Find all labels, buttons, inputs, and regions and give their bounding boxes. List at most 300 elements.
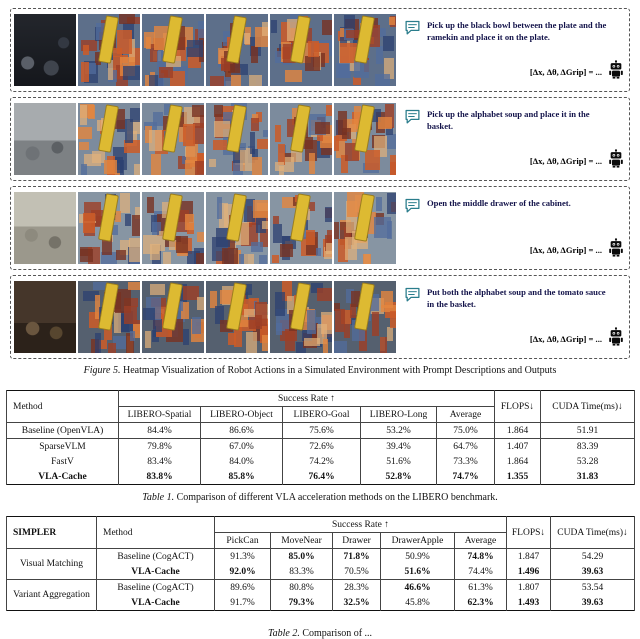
col-header-simpler: SIMPLER (7, 517, 97, 549)
heatmap-tile (185, 214, 194, 230)
value-cell: 76.4% (283, 469, 361, 485)
heatmap-tile (354, 60, 369, 78)
heatmap-tile (358, 205, 367, 227)
heatmap-tile (223, 31, 240, 46)
col-header-libero-object: LIBERO-Object (201, 407, 283, 423)
heatmap-frame (78, 192, 140, 264)
heatmap-tile (298, 219, 304, 230)
robot-icon (608, 60, 624, 84)
table-row (7, 549, 635, 565)
value-cell: 54.29 (551, 549, 635, 565)
heatmap-tile (387, 134, 396, 149)
heatmap-tile (325, 207, 332, 222)
speech-bubble-icon (404, 197, 421, 219)
heatmap-tile (297, 137, 313, 149)
value-cell: 1.355 (495, 469, 541, 485)
heatmap-tile (375, 74, 390, 86)
value-cell: 51.6% (381, 564, 455, 580)
heatmap-tile (316, 248, 321, 256)
col-header-cuda-time: CUDA Time(ms)↓ (551, 517, 635, 549)
value-cell: 85.8% (201, 469, 283, 485)
heatmap-tile (81, 164, 87, 175)
heatmap-frame (142, 281, 204, 353)
heatmap-tile (294, 136, 304, 146)
action-output-text: [Δx, Δθ, ΔGrip] = ... (529, 67, 602, 77)
heatmap-tile (143, 308, 155, 321)
value-cell: 91.3% (215, 549, 271, 565)
heatmap-tile (347, 192, 364, 216)
heatmap-tile (380, 337, 387, 353)
heatmap-tile (363, 254, 371, 264)
value-cell: 80.8% (271, 580, 333, 596)
table-1-caption-text: Comparison of different VLA acceleration methods on the LIBERO benchmark. (176, 492, 498, 503)
value-cell: 75.6% (283, 423, 361, 439)
panel-annotation (396, 190, 626, 266)
heatmap-frame (78, 14, 140, 86)
value-cell: 39.63 (551, 564, 635, 580)
value-cell: 83.4% (119, 454, 201, 469)
method-cell: VLA-Cache (7, 469, 119, 485)
heatmap-tile (88, 105, 95, 120)
method-cell: VLA-Cache (97, 595, 215, 611)
heatmap-tile (364, 299, 370, 313)
heatmap-tile (359, 123, 372, 130)
heatmap-tile (125, 214, 131, 226)
heatmap-tile (105, 194, 115, 216)
heatmap-tile (291, 147, 301, 161)
heatmap-tile (109, 225, 117, 235)
heatmap-tile (80, 105, 87, 125)
heatmap-tile (119, 14, 135, 24)
heatmap-tile (255, 302, 267, 326)
heatmap-tile (214, 121, 231, 137)
heatmap-tile (210, 76, 224, 86)
heatmap-tile (95, 333, 101, 353)
heatmap-tile (336, 63, 350, 77)
value-cell: 52.8% (361, 469, 437, 485)
value-cell: 1.407 (495, 439, 541, 455)
action-output-text: [Δx, Δθ, ΔGrip] = ... (529, 334, 602, 344)
value-cell: 50.9% (381, 549, 455, 565)
heatmap-frame (270, 14, 332, 86)
value-cell: 74.7% (437, 469, 495, 485)
heatmap-tile (322, 20, 332, 36)
heatmap-tile (102, 235, 112, 255)
panel-annotation (396, 101, 626, 177)
value-cell: 46.6% (381, 580, 455, 596)
robot-icon (608, 238, 624, 262)
heatmap-tile (299, 218, 306, 239)
heatmap-tile (251, 242, 263, 253)
heatmap-tile (233, 20, 240, 40)
heatmap-tile (128, 282, 140, 290)
heatmap-tile (209, 159, 216, 167)
heatmap-tile (263, 130, 268, 138)
robot-icon (608, 149, 624, 173)
heatmap-tile (315, 122, 330, 134)
heatmap-tile (280, 244, 293, 258)
heatmap-tile (229, 143, 246, 150)
value-cell: 84.4% (119, 423, 201, 439)
col-header-flops: FLOPS↓ (507, 517, 551, 549)
heatmap-tile (257, 139, 268, 148)
heatmap-tile (378, 117, 391, 129)
col-header-cuda-time: CUDA Time(ms)↓ (541, 391, 635, 423)
heatmap-tile (123, 66, 140, 81)
heatmap-tile (163, 252, 170, 264)
heatmap-tile (220, 290, 233, 304)
heatmap-frame (142, 103, 204, 175)
action-output-text: [Δx, Δθ, ΔGrip] = ... (529, 245, 602, 255)
heatmap-tile (275, 162, 284, 172)
col-header-success-rate: Success Rate ↑ (119, 391, 495, 407)
heatmap-tile (345, 143, 359, 161)
value-cell: 32.5% (333, 595, 381, 611)
heatmap-frame (334, 192, 396, 264)
heatmap-tile (357, 305, 362, 321)
value-cell: 75.0% (437, 423, 495, 439)
heatmap-tile (124, 306, 137, 324)
heatmap-tile (196, 253, 204, 264)
heatmap-tile (232, 110, 243, 122)
figure-caption (10, 365, 630, 376)
value-cell: 85.0% (271, 549, 333, 565)
heatmap-tile (359, 212, 376, 234)
heatmap-tile (387, 193, 396, 215)
heatmap-tile (262, 221, 268, 229)
heatmap-tile (370, 25, 380, 47)
heatmap-frame (334, 281, 396, 353)
robot-scene-frame (14, 281, 76, 353)
col-header-flops: FLOPS↓ (495, 391, 541, 423)
heatmap-tile (285, 70, 302, 82)
heatmap-tile (273, 216, 279, 224)
col-header-pickcan: PickCan (215, 533, 271, 549)
heatmap-tile (287, 19, 302, 41)
heatmap-tile (321, 312, 332, 334)
value-cell: 74.2% (283, 454, 361, 469)
heatmap-tile (111, 109, 125, 129)
heatmap-tile (101, 118, 115, 131)
robot-scene-frame (14, 103, 76, 175)
value-cell: 91.7% (215, 595, 271, 611)
value-cell: 74.8% (455, 549, 507, 565)
col-header-libero-spatial: LIBERO-Spatial (119, 407, 201, 423)
heatmap-tile (344, 324, 350, 337)
heatmap-tile (197, 232, 204, 241)
heatmap-tile (326, 243, 332, 254)
value-cell: 86.6% (201, 423, 283, 439)
robot-scene-frame (14, 192, 76, 264)
heatmap-tile (305, 56, 320, 71)
heatmap-tile (244, 254, 254, 264)
heatmap-tile (187, 40, 203, 57)
heatmap-tile (150, 244, 160, 260)
heatmap-tile (93, 282, 107, 290)
heatmap-tile (273, 224, 282, 242)
col-header-drawer: Drawer (333, 533, 381, 549)
heatmap-tile (174, 26, 185, 49)
heatmap-tile (147, 197, 154, 213)
panel-annotation (396, 279, 626, 355)
heatmap-tile (163, 116, 175, 136)
heatmap-tile (352, 320, 364, 341)
heatmap-tile (245, 284, 252, 294)
value-cell: 70.5% (333, 564, 381, 580)
value-cell: 92.0% (215, 564, 271, 580)
value-cell: 64.7% (437, 439, 495, 455)
heatmap-tile (97, 120, 105, 131)
value-cell: 31.83 (541, 469, 635, 485)
value-cell: 72.6% (283, 439, 361, 455)
heatmap-frame (206, 103, 268, 175)
heatmap-tile (81, 62, 89, 82)
heatmap-tile (104, 308, 113, 322)
table-1 (6, 390, 635, 485)
heatmap-tile (129, 238, 140, 262)
heatmap-frame (78, 103, 140, 175)
prompt-text: Pick up the alphabet soup and place it in the basket. (427, 109, 590, 132)
heatmap-tile (197, 297, 204, 310)
heatmap-tile (96, 23, 111, 40)
heatmap-tile (372, 312, 380, 336)
heatmap-tile (358, 213, 365, 227)
heatmap-tile (230, 23, 237, 46)
value-cell: 67.0% (201, 439, 283, 455)
value-cell: 1.496 (507, 564, 551, 580)
heatmap-tile (360, 311, 367, 325)
value-cell: 83.39 (541, 439, 635, 455)
col-header-method: Method (7, 391, 119, 423)
method-cell: FastV (7, 454, 119, 469)
value-cell: 53.2% (361, 423, 437, 439)
heatmap-tile (381, 291, 393, 308)
heatmap-tile (222, 248, 238, 264)
prompt-text: Open the middle drawer of the cabinet. (427, 198, 571, 208)
table-2-caption-text: Comparison of ... (302, 628, 373, 639)
heatmap-frame (78, 281, 140, 353)
table-row-vla-cache (7, 595, 635, 611)
heatmap-tile (220, 320, 233, 332)
heatmap-tile (79, 142, 90, 150)
heatmap-tile (365, 150, 379, 170)
heatmap-frame (270, 281, 332, 353)
heatmap-tile (132, 215, 140, 235)
col-header-average: Average (437, 407, 495, 423)
value-cell: 39.4% (361, 439, 437, 455)
heatmap-tile (229, 215, 236, 227)
heatmap-tile (154, 26, 170, 50)
heatmap-tile (169, 198, 179, 220)
table-row (7, 454, 635, 469)
heatmap-tile (387, 327, 394, 342)
heatmap-tile (183, 329, 189, 345)
value-cell: 61.3% (455, 580, 507, 596)
value-cell: 79.3% (271, 595, 333, 611)
frame-strip (14, 103, 396, 175)
table-1-caption-label: Table 1. (142, 492, 175, 503)
heatmap-tile (353, 77, 361, 84)
heatmap-tile (134, 164, 140, 175)
heatmap-tile (338, 111, 347, 134)
heatmap-tile (108, 60, 113, 80)
heatmap-frame (206, 192, 268, 264)
method-cell: Baseline (OpenVLA) (7, 423, 119, 439)
heatmap-tile (317, 288, 332, 301)
heatmap-tile (78, 127, 92, 139)
value-cell: 83.8% (119, 469, 201, 485)
value-cell: 62.3% (455, 595, 507, 611)
heatmap-tile (130, 331, 135, 342)
heatmap-tile (105, 201, 116, 220)
heatmap-tile (298, 16, 308, 24)
action-output-text: [Δx, Δθ, ΔGrip] = ... (529, 156, 602, 166)
figure-caption-text: Heatmap Visualization of Robot Actions in a Simulated Environment with Prompt Descriptions and Outputs (123, 365, 557, 376)
heatmap-tile (150, 284, 165, 295)
heatmap-tile (389, 17, 394, 25)
heatmap-tile (192, 317, 201, 334)
robot-scene-frame (14, 14, 76, 86)
table-row-vla-cache (7, 564, 635, 580)
heatmap-tile (151, 154, 162, 175)
speech-bubble-icon (404, 19, 421, 43)
value-cell: 73.3% (437, 454, 495, 469)
heatmap-frame (206, 281, 268, 353)
figure-panel-3 (10, 186, 630, 270)
heatmap-frame (334, 103, 396, 175)
figure-panel-1 (10, 8, 630, 92)
heatmap-frame (142, 192, 204, 264)
heatmap-frame (206, 14, 268, 86)
heatmap-tile (297, 213, 309, 230)
heatmap-tile (80, 249, 93, 262)
heatmap-tile (221, 58, 230, 70)
heatmap-frame (270, 103, 332, 175)
prompt-text: Put both the alphabet soup and the tomato sauce in the basket. (427, 287, 606, 310)
heatmap-tile (153, 112, 163, 127)
heatmap-tile (104, 160, 117, 174)
heatmap-tile (244, 33, 250, 44)
heatmap-tile (113, 48, 122, 57)
heatmap-tile (83, 45, 89, 55)
heatmap-tile (176, 236, 187, 252)
col-header-movenear: MoveNear (271, 533, 333, 549)
method-cell: SparseVLM (7, 439, 119, 455)
heatmap-tile (289, 310, 298, 332)
heatmap-tile (294, 295, 307, 311)
heatmap-tile (369, 294, 379, 311)
heatmap-tile (213, 140, 227, 150)
heatmap-tile (259, 255, 267, 264)
heatmap-tile (169, 120, 175, 140)
heatmap-tile (294, 117, 308, 138)
heatmap-tile (283, 44, 296, 63)
heatmap-tile (166, 56, 180, 67)
heatmap-tile (125, 119, 133, 143)
table-1-header-row-1 (7, 391, 635, 407)
heatmap-tile (309, 153, 315, 173)
heatmap-tile (295, 195, 303, 202)
table-row (7, 423, 635, 439)
heatmap-tile (149, 130, 162, 151)
method-cell: Baseline (CogACT) (97, 580, 215, 596)
heatmap-tile (192, 105, 204, 118)
figure-panel-4 (10, 275, 630, 359)
col-header-libero-long: LIBERO-Long (361, 407, 437, 423)
table-row (7, 439, 635, 455)
value-cell: 45.8% (381, 595, 455, 611)
heatmap-tile (307, 310, 317, 334)
frame-strip (14, 192, 396, 264)
table-2-caption-label: Table 2. (267, 628, 300, 639)
heatmap-tile (275, 125, 281, 142)
figure-caption-label: Figure 5. (83, 365, 121, 376)
heatmap-tile (253, 200, 268, 218)
heatmap-tile (334, 222, 339, 238)
heatmap-tile (346, 30, 362, 38)
col-header-libero-goal: LIBERO-Goal (283, 407, 361, 423)
heatmap-tile (246, 332, 258, 353)
heatmap-tile (103, 311, 109, 327)
heatmap-tile (145, 331, 151, 347)
heatmap-tile (146, 37, 151, 48)
heatmap-tile (116, 250, 126, 260)
heatmap-tile (282, 197, 299, 208)
heatmap-tile (159, 67, 173, 78)
heatmap-tile (115, 211, 121, 221)
heatmap-tile (183, 124, 195, 146)
heatmap-tile (217, 197, 222, 219)
value-cell: 83.3% (271, 564, 333, 580)
table-row (7, 580, 635, 596)
heatmap-tile (334, 341, 346, 353)
speech-bubble-icon (404, 108, 421, 132)
heatmap-tile (164, 131, 175, 148)
frame-strip (14, 281, 396, 353)
heatmap-tile (308, 41, 318, 57)
value-cell: 1.864 (495, 454, 541, 469)
heatmap-tile (120, 193, 130, 213)
heatmap-tile (272, 255, 280, 263)
value-cell: 84.0% (201, 454, 283, 469)
heatmap-tile (326, 105, 332, 116)
panel-annotation (396, 12, 626, 88)
value-cell: 28.3% (333, 580, 381, 596)
table-row-vla-cache (7, 469, 635, 485)
value-cell: 89.6% (215, 580, 271, 596)
value-cell: 79.8% (119, 439, 201, 455)
value-cell: 51.91 (541, 423, 635, 439)
heatmap-tile (174, 301, 182, 311)
heatmap-tile (306, 230, 316, 245)
heatmap-tile (285, 329, 295, 351)
heatmap-frame (142, 14, 204, 86)
col-header-method: Method (97, 517, 215, 549)
heatmap-tile (99, 307, 113, 324)
heatmap-tile (216, 228, 230, 247)
heatmap-tile (287, 119, 302, 136)
heatmap-tile (252, 157, 262, 175)
heatmap-tile (250, 132, 255, 155)
col-header-drawerapple: DrawerApple (381, 533, 455, 549)
heatmap-tile (374, 217, 390, 238)
method-cell: Baseline (CogACT) (97, 549, 215, 565)
col-header-success-rate: Success Rate ↑ (215, 517, 507, 533)
table-1-caption (0, 492, 640, 503)
prompt-text: Pick up the black bowl between the plate and the ramekin and place it on the plate. (427, 20, 607, 43)
heatmap-tile (164, 104, 170, 115)
heatmap-tile (376, 46, 383, 65)
